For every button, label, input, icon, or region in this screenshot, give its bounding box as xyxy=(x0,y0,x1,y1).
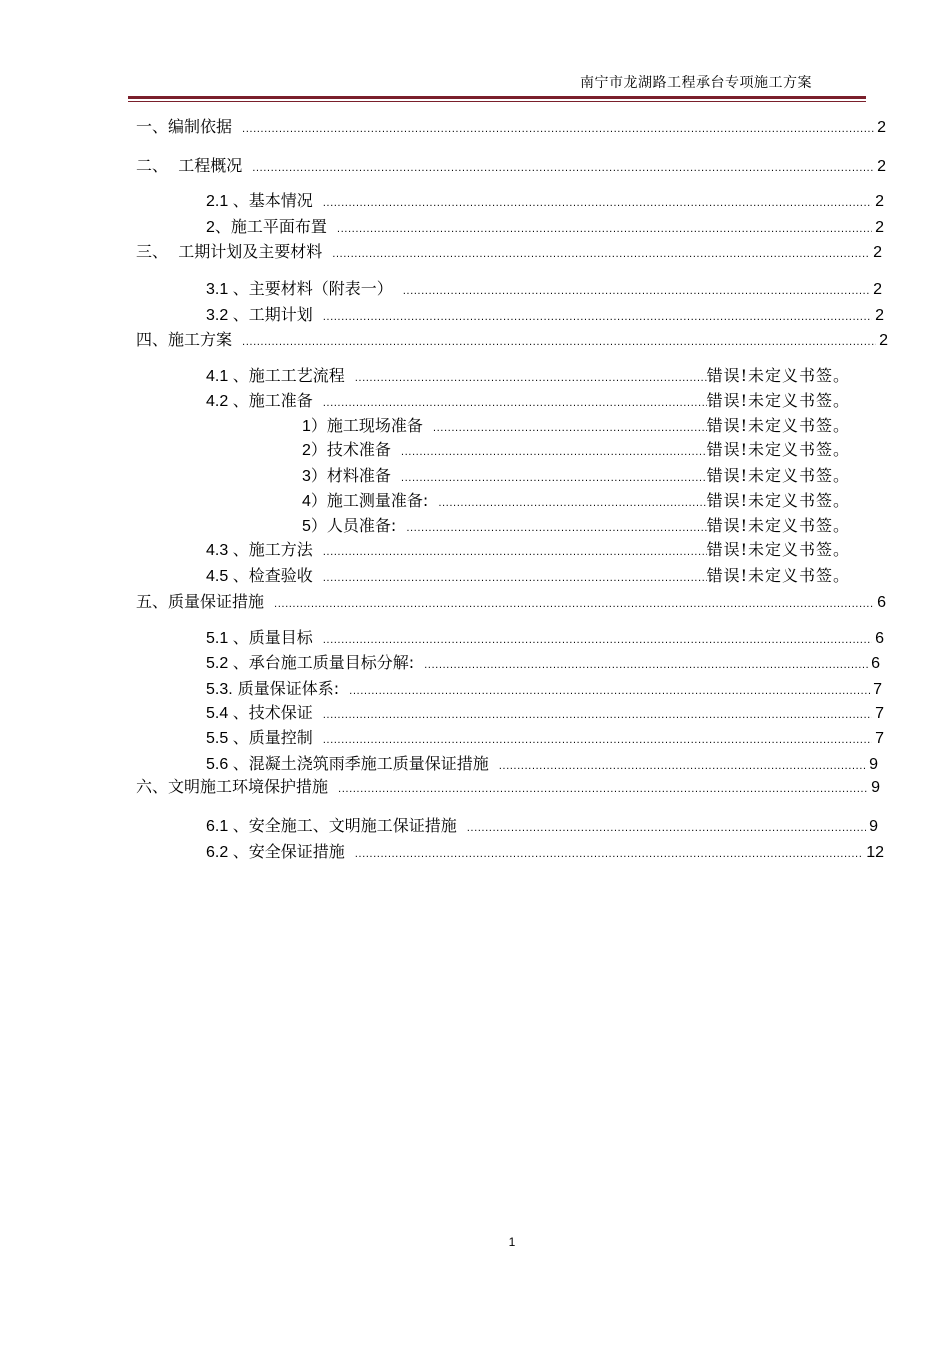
toc-entry-title: 质量目标 xyxy=(248,628,313,647)
toc-entry-number: 4.5 、 xyxy=(206,568,249,585)
toc-entry-number: 3） xyxy=(302,468,327,485)
toc-page-number: 2 xyxy=(873,244,882,261)
toc-entry-title: 工程概况 xyxy=(168,156,243,175)
toc-entry-number: 5） xyxy=(302,518,327,535)
toc-entry-title: 施工平面布置 xyxy=(230,217,327,236)
toc-entry[interactable] xyxy=(206,305,884,328)
toc-entry[interactable] xyxy=(206,391,850,414)
toc-entry[interactable] xyxy=(206,540,850,563)
toc-page-number: 12 xyxy=(866,844,884,861)
toc-entry-title: 质量保证措施 xyxy=(168,592,265,611)
toc-entry[interactable] xyxy=(136,156,886,179)
toc-page-number: 2 xyxy=(875,219,884,236)
toc-page-number: 7 xyxy=(873,681,882,698)
toc-entry-number: 六、 xyxy=(136,779,169,796)
toc-bookmark-error: 错误!未定义书签。 xyxy=(706,391,850,410)
toc-dot-leader xyxy=(337,220,872,240)
toc-entry-title: 材料准备 xyxy=(326,466,391,485)
toc-dot-leader xyxy=(242,120,874,140)
toc-bookmark-error: 错误!未定义书签。 xyxy=(706,540,850,559)
toc-entry-title: 文明施工环境保护措施 xyxy=(168,777,329,796)
toc-entry-title: 技术保证 xyxy=(248,703,313,722)
toc-entry[interactable] xyxy=(206,366,850,389)
toc-entry-number: 3.2 、 xyxy=(206,307,249,324)
toc-entry-number: 4.3 、 xyxy=(206,542,249,559)
toc-entry-title: 承台施工质量目标分解: xyxy=(248,653,415,672)
toc-entry-title: 主要材料（附表一） xyxy=(248,279,393,298)
document-header-title: 南宁市龙湖路工程承台专项施工方案 xyxy=(580,75,812,91)
toc-dot-leader xyxy=(332,245,870,265)
toc-entry-number: 三、 xyxy=(136,244,169,261)
toc-page-number: 2 xyxy=(875,307,884,324)
toc-entry-title: 技术准备 xyxy=(326,440,391,459)
toc-page-number: 2 xyxy=(879,332,888,349)
toc-dot-leader xyxy=(323,308,872,328)
toc-bookmark-error: 错误!未定义书签。 xyxy=(706,440,850,459)
toc-entry-title: 检查验收 xyxy=(248,566,313,585)
toc-entry-title: 编制依据 xyxy=(168,117,233,136)
toc-entry[interactable] xyxy=(302,466,850,489)
toc-dot-leader xyxy=(323,706,872,726)
toc-entry-number: 1） xyxy=(302,418,327,435)
toc-entry-number: 二、 xyxy=(136,158,169,175)
toc-entry[interactable] xyxy=(302,516,850,539)
toc-entry-number: 4.2 、 xyxy=(206,393,249,410)
toc-page-number: 6 xyxy=(875,630,884,647)
toc-dot-leader xyxy=(401,469,707,489)
toc-entry-number: 4） xyxy=(302,493,327,510)
toc-entry-title: 人员准备: xyxy=(326,516,397,535)
toc-bookmark-error: 错误!未定义书签。 xyxy=(706,566,850,585)
toc-entry[interactable] xyxy=(206,679,882,702)
toc-page-number: 2 xyxy=(877,158,886,175)
toc-dot-leader xyxy=(438,494,706,514)
toc-dot-leader xyxy=(355,845,863,865)
toc-dot-leader xyxy=(274,595,874,615)
toc-dot-leader xyxy=(323,569,707,589)
toc-entry[interactable] xyxy=(136,777,880,800)
toc-page-number: 2 xyxy=(873,281,882,298)
toc-entry-title: 质量控制 xyxy=(248,728,313,747)
toc-bookmark-error: 错误!未定义书签。 xyxy=(706,466,850,485)
toc-entry-number: 4.1 、 xyxy=(206,368,249,385)
toc-page-number: 9 xyxy=(869,756,878,773)
toc-page-number: 6 xyxy=(871,655,880,672)
toc-dot-leader xyxy=(323,194,872,214)
toc-page-number: 9 xyxy=(871,779,880,796)
toc-entry[interactable] xyxy=(302,440,850,463)
toc-entry-number: 2.1 、 xyxy=(206,193,249,210)
toc-entry-number: 5.3. xyxy=(206,681,233,698)
toc-bookmark-error: 错误!未定义书签。 xyxy=(706,416,850,435)
toc-page-number: 2 xyxy=(877,119,886,136)
toc-entry[interactable] xyxy=(206,703,884,726)
toc-dot-leader xyxy=(242,333,876,353)
toc-entry[interactable] xyxy=(206,279,882,302)
toc-dot-leader xyxy=(424,656,868,676)
toc-entry-title: 工期计划 xyxy=(248,305,313,324)
toc-dot-leader xyxy=(323,543,707,563)
toc-entry-title: 混凝土浇筑雨季施工质量保证措施 xyxy=(248,754,489,773)
toc-page-number: 2 xyxy=(875,193,884,210)
toc-entry[interactable] xyxy=(206,566,850,589)
toc-entry-number: 3.1 、 xyxy=(206,281,249,298)
toc-entry[interactable] xyxy=(136,242,882,265)
toc-entry-number: 四、 xyxy=(136,332,169,349)
toc-entry-title: 安全保证措施 xyxy=(248,842,345,861)
toc-dot-leader xyxy=(338,780,868,800)
toc-entry-title: 施工准备 xyxy=(248,391,313,410)
toc-entry[interactable] xyxy=(206,816,878,839)
toc-entry-number: 5.2 、 xyxy=(206,655,249,672)
toc-entry-number: 一、 xyxy=(136,119,169,136)
toc-page-number: 7 xyxy=(875,705,884,722)
toc-entry[interactable] xyxy=(302,491,850,514)
toc-entry-title: 施工方法 xyxy=(248,540,313,559)
toc-entry[interactable] xyxy=(206,628,884,651)
toc-dot-leader xyxy=(355,369,707,389)
toc-page-number: 6 xyxy=(877,594,886,611)
toc-dot-leader xyxy=(252,159,874,179)
toc-entry[interactable] xyxy=(206,191,884,214)
page-number: 1 xyxy=(508,1235,516,1249)
toc-entry-title: 安全施工、文明施工保证措施 xyxy=(248,816,457,835)
toc-entry[interactable] xyxy=(136,117,886,140)
toc-entry-number: 6.1 、 xyxy=(206,818,249,835)
toc-entry-number: 5.5 、 xyxy=(206,730,249,747)
toc-entry[interactable] xyxy=(206,217,884,240)
toc-bookmark-error: 错误!未定义书签。 xyxy=(706,366,850,385)
toc-entry-number: 5.1 、 xyxy=(206,630,249,647)
toc-dot-leader xyxy=(467,819,866,839)
toc-entry-number: 2、 xyxy=(206,219,231,236)
toc-entry-title: 基本情况 xyxy=(248,191,313,210)
toc-dot-leader xyxy=(433,419,707,439)
toc-entry[interactable] xyxy=(206,728,884,751)
toc-entry-number: 2） xyxy=(302,442,327,459)
toc-entry[interactable] xyxy=(136,592,886,615)
toc-entry[interactable] xyxy=(206,842,884,865)
toc-page-number: 7 xyxy=(875,730,884,747)
toc-entry-number: 5.6 、 xyxy=(206,756,249,773)
toc-dot-leader xyxy=(323,731,872,751)
toc-dot-leader xyxy=(499,757,866,777)
header-rule-thick xyxy=(128,96,866,99)
toc-dot-leader xyxy=(323,631,872,651)
toc-dot-leader xyxy=(406,519,706,539)
toc-page-number: 9 xyxy=(869,818,878,835)
toc-entry-number: 6.2 、 xyxy=(206,844,249,861)
toc-dot-leader xyxy=(323,394,707,414)
toc-entry-title: 施工工艺流程 xyxy=(248,366,345,385)
toc-bookmark-error: 错误!未定义书签。 xyxy=(706,516,850,535)
toc-entry-title: 质量保证体系: xyxy=(232,679,340,698)
header-rule-thin xyxy=(128,101,866,102)
toc-entry[interactable] xyxy=(206,754,878,777)
toc-entry-number: 五、 xyxy=(136,594,169,611)
toc-entry[interactable] xyxy=(302,416,850,439)
toc-bookmark-error: 错误!未定义书签。 xyxy=(706,491,850,510)
toc-entry-number: 5.4 、 xyxy=(206,705,249,722)
toc-entry-title: 施工测量准备: xyxy=(326,491,429,510)
toc-entry[interactable] xyxy=(136,330,888,353)
toc-entry[interactable] xyxy=(206,653,880,676)
toc-entry-title: 施工现场准备 xyxy=(326,416,423,435)
toc-entry-title: 工期计划及主要材料 xyxy=(168,242,323,261)
toc-entry-title: 施工方案 xyxy=(168,330,233,349)
toc-dot-leader xyxy=(349,682,870,702)
toc-dot-leader xyxy=(403,282,870,302)
toc-dot-leader xyxy=(401,443,707,463)
